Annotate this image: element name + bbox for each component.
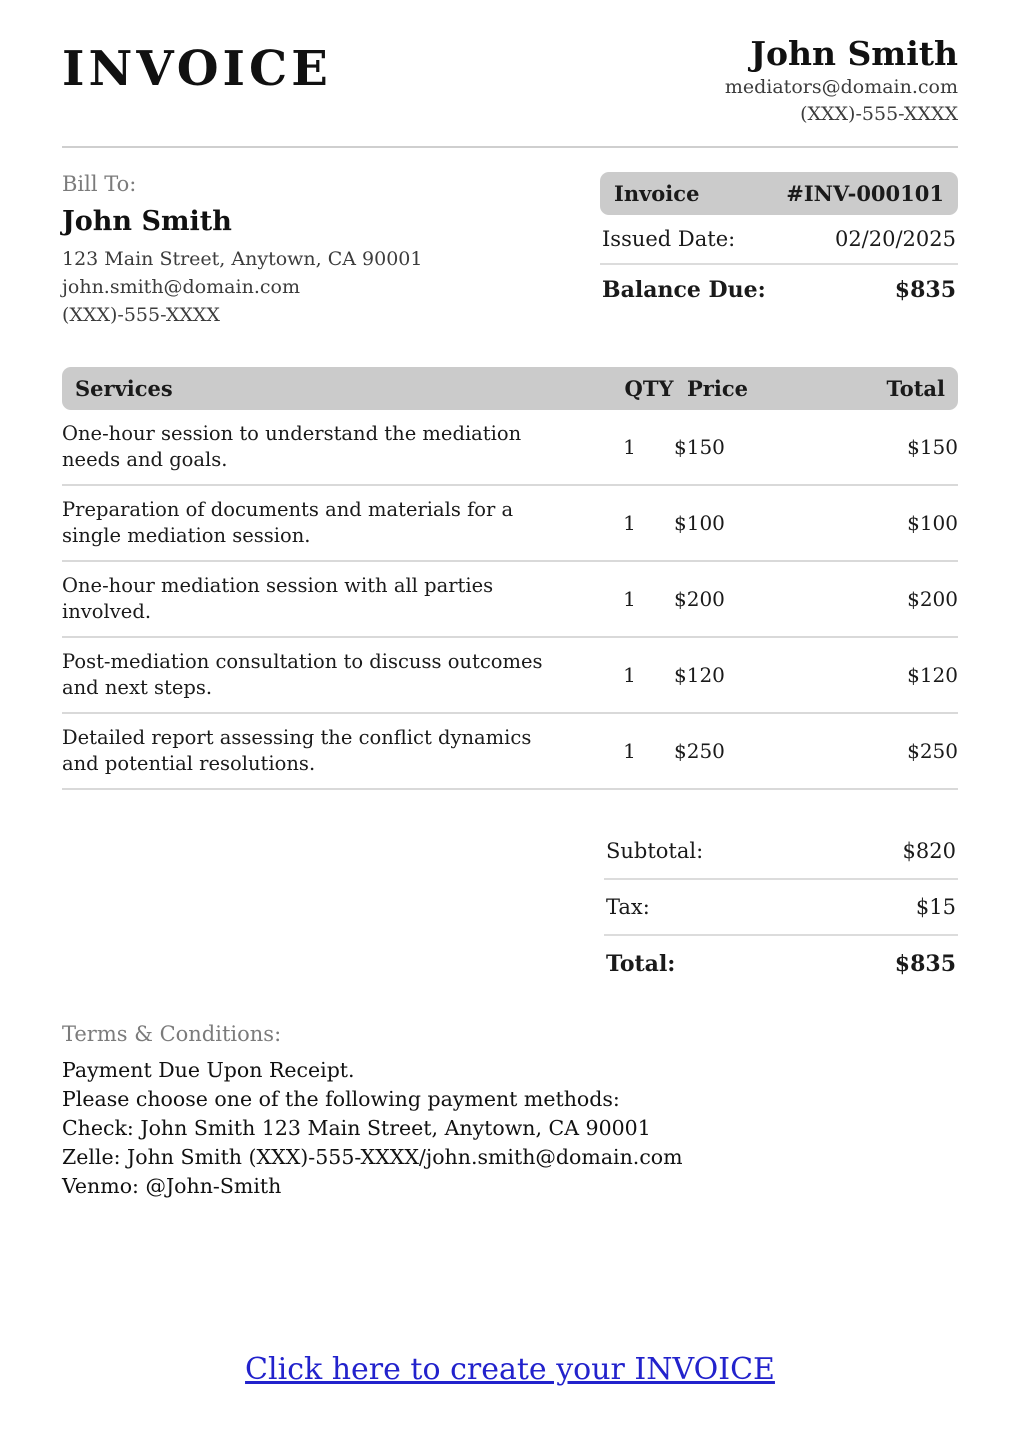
service-total: $100	[907, 510, 958, 535]
footer	[0, 1352, 1020, 1387]
services-table	[62, 367, 958, 790]
subtotal-label: Subtotal:	[606, 838, 704, 863]
business-phone: (XXX)-555-XXXX	[800, 102, 958, 125]
bill-to-label: Bill To:	[62, 171, 137, 196]
tax-label: Tax:	[606, 894, 650, 919]
invoice-meta-block	[600, 172, 958, 329]
service-description: One-hour session to understand the mediation needs and goals.	[62, 421, 522, 471]
col-header-price: Price	[687, 375, 748, 401]
bill-to-address: 123 Main Street, Anytown, CA 90001	[62, 247, 423, 270]
service-qty: 1	[623, 586, 636, 611]
invoice-number: #INV-000101	[786, 180, 944, 206]
terms-line: Payment Due Upon Receipt.	[62, 1057, 355, 1082]
col-header-total: Total	[886, 375, 945, 401]
header-divider	[62, 146, 958, 148]
create-invoice-link[interactable]: Click here to create your INVOICE	[245, 1352, 775, 1387]
service-description: Detailed report assessing the conflict dynamics and potential resolutions.	[62, 725, 532, 775]
bill-to-block	[62, 172, 422, 329]
bill-to-phone: (XXX)-555-XXXX	[62, 303, 220, 326]
service-price: $150	[674, 434, 725, 459]
services-table-header	[62, 367, 958, 410]
total-row	[604, 936, 958, 992]
balance-due-value: $835	[894, 276, 956, 303]
issued-date-label: Issued Date:	[602, 226, 736, 251]
balance-due-label: Balance Due:	[602, 276, 766, 303]
bill-to-name: John Smith	[62, 205, 232, 237]
page-title: INVOICE	[62, 41, 332, 97]
invoice-label: Invoice	[614, 180, 700, 206]
service-total: $200	[907, 586, 958, 611]
service-total: $250	[907, 738, 958, 763]
tax-value: $15	[915, 894, 956, 919]
terms-block	[62, 1022, 958, 1201]
totals-block	[604, 824, 958, 992]
service-description: One-hour mediation session with all parties involved.	[62, 573, 494, 623]
service-qty: 1	[623, 662, 636, 687]
terms-line: Zelle: John Smith (XXX)-555-XXXX/john.smith@domain.com	[62, 1144, 683, 1169]
service-total: $120	[907, 662, 958, 687]
service-qty: 1	[623, 434, 636, 459]
tax-row	[604, 880, 958, 936]
table-row	[62, 714, 958, 790]
business-name: John Smith	[750, 34, 958, 73]
service-price: $250	[674, 738, 725, 763]
balance-due-row	[600, 265, 958, 315]
service-qty: 1	[623, 510, 636, 535]
terms-line: Check: John Smith 123 Main Street, Anytown, CA 90001	[62, 1115, 651, 1140]
issued-date-row	[600, 215, 958, 265]
table-row	[62, 638, 958, 714]
total-label: Total:	[606, 950, 676, 977]
service-price: $200	[674, 586, 725, 611]
service-total: $150	[907, 434, 958, 459]
invoice-number-row	[600, 172, 958, 215]
service-qty: 1	[623, 738, 636, 763]
table-row	[62, 410, 958, 486]
info-section	[62, 172, 958, 329]
subtotal-value: $820	[902, 838, 956, 863]
service-description: Preparation of documents and materials for a single mediation session.	[62, 497, 514, 547]
header	[62, 34, 958, 128]
service-description: Post-mediation consultation to discuss outcomes and next steps.	[62, 649, 543, 699]
terms-label: Terms & Conditions:	[62, 1021, 282, 1046]
table-row	[62, 486, 958, 562]
business-info	[725, 34, 958, 128]
issued-date-value: 02/20/2025	[834, 226, 956, 251]
bill-to-email: john.smith@domain.com	[62, 275, 300, 298]
col-header-qty: QTY	[624, 375, 674, 401]
service-price: $100	[674, 510, 725, 535]
terms-line: Venmo: @John-Smith	[62, 1173, 282, 1198]
subtotal-row	[604, 824, 958, 880]
col-header-services: Services	[75, 375, 173, 401]
total-value: $835	[894, 950, 956, 977]
service-price: $120	[674, 662, 725, 687]
terms-line: Please choose one of the following payment methods:	[62, 1086, 620, 1111]
business-email: mediators@domain.com	[724, 75, 958, 98]
table-row	[62, 562, 958, 638]
